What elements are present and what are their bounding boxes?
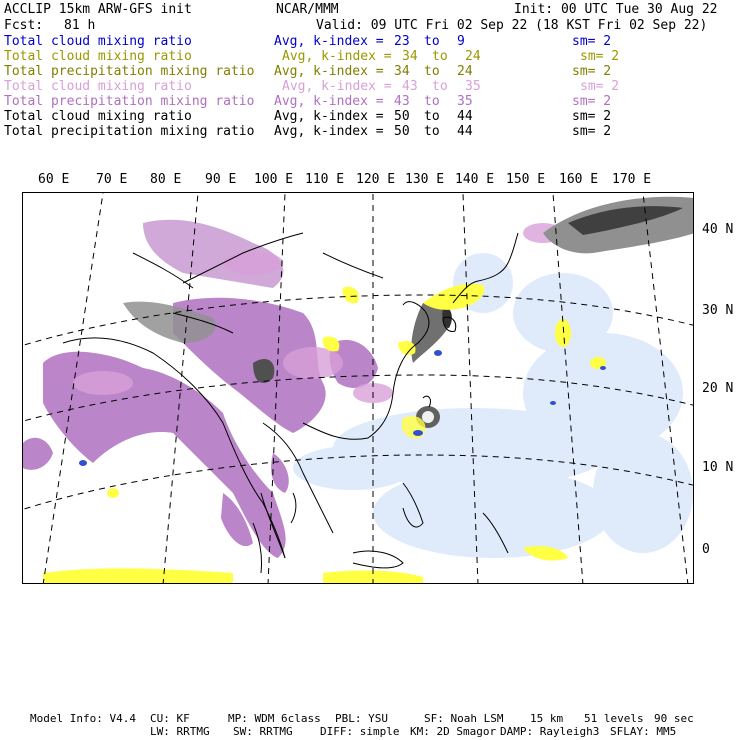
latitude-label: 30 N	[702, 303, 734, 318]
legend-field-name: Total precipitation mixing ratio	[4, 64, 255, 79]
latitude-label: 10 N	[702, 460, 734, 475]
legend-field-name: Total precipitation mixing ratio	[4, 94, 255, 109]
legend-smoothing: sm= 2	[580, 49, 620, 64]
legend-k-end: 44	[457, 109, 473, 124]
legend-avg-label: Avg, k-index =	[282, 79, 392, 94]
legend-k-start: 23	[394, 34, 410, 49]
model-title: ACCLIP 15km ARW-GFS init	[4, 2, 192, 17]
legend-avg-label: Avg, k-index =	[274, 109, 384, 124]
legend-k-start: 34	[402, 49, 418, 64]
map-canvas	[23, 193, 694, 584]
damp-scheme: DAMP: Rayleigh3	[500, 725, 600, 738]
legend-k-end: 35	[457, 94, 473, 109]
legend-to: to	[432, 49, 448, 64]
legend-k-start: 43	[402, 79, 418, 94]
legend-to: to	[424, 109, 440, 124]
legend-smoothing: sm= 2	[572, 34, 612, 49]
vertical-levels: 51 levels	[584, 712, 644, 725]
legend-to: to	[424, 34, 440, 49]
legend-k-end: 44	[457, 124, 473, 139]
legend-field-name: Total cloud mixing ratio	[4, 109, 192, 124]
model-info: Model Info: V4.4	[30, 712, 136, 725]
resolution: 15 km	[530, 712, 564, 725]
legend-field-name: Total cloud mixing ratio	[4, 34, 192, 49]
sflay-scheme: SFLAY: MM5	[610, 725, 677, 738]
mp-scheme: MP: WDM 6class	[228, 712, 321, 725]
legend-avg-label: Avg, k-index =	[274, 64, 384, 79]
latitude-label: 20 N	[702, 381, 734, 396]
forecast-label: Fcst:	[4, 18, 44, 33]
legend-k-start: 50	[394, 124, 410, 139]
longitude-label: 70 E	[96, 172, 128, 187]
longitude-label: 110 E	[305, 172, 345, 187]
legend-to: to	[424, 94, 440, 109]
legend-smoothing: sm= 2	[572, 94, 612, 109]
legend-k-start: 43	[394, 94, 410, 109]
lw-scheme: LW: RRTMG	[150, 725, 210, 738]
legend-avg-label: Avg, k-index =	[274, 124, 384, 139]
legend-to: to	[424, 124, 440, 139]
longitude-label: 160 E	[559, 172, 599, 187]
legend-k-end: 24	[465, 49, 481, 64]
precip-mixing-field	[23, 220, 378, 558]
forecast-hour: 81 h	[64, 18, 96, 33]
legend-to: to	[424, 64, 440, 79]
legend-k-end: 35	[465, 79, 481, 94]
latitude-label: 40 N	[702, 222, 734, 237]
longitude-label: 120 E	[356, 172, 396, 187]
legend-smoothing: sm= 2	[572, 124, 612, 139]
legend-k-start: 50	[394, 109, 410, 124]
longitude-label: 130 E	[405, 172, 445, 187]
organization-label: NCAR/MMM	[276, 2, 339, 17]
forecast-map	[22, 192, 694, 584]
longitude-label: 90 E	[205, 172, 237, 187]
legend-field-name: Total cloud mixing ratio	[4, 79, 192, 94]
legend-avg-label: Avg, k-index =	[282, 49, 392, 64]
longitude-label: 170 E	[612, 172, 652, 187]
sw-scheme: SW: RRTMG	[233, 725, 293, 738]
legend-k-end: 24	[457, 64, 473, 79]
longitude-label: 80 E	[150, 172, 182, 187]
timestep: 90 sec	[654, 712, 694, 725]
longitude-label: 60 E	[38, 172, 70, 187]
legend-k-end: 9	[457, 34, 465, 49]
legend-smoothing: sm= 2	[572, 64, 612, 79]
diff-scheme: DIFF: simple	[320, 725, 400, 738]
legend-avg-label: Avg, k-index =	[274, 34, 384, 49]
legend-avg-label: Avg, k-index =	[274, 94, 384, 109]
legend-field-name: Total cloud mixing ratio	[4, 49, 192, 64]
legend-field-name: Total precipitation mixing ratio	[4, 124, 255, 139]
cu-scheme: CU: KF	[150, 712, 190, 725]
valid-time: Valid: 09 UTC Fri 02 Sep 22 (18 KST Fri 02 Sep 22)	[316, 18, 708, 33]
legend-smoothing: sm= 2	[580, 79, 620, 94]
km-scheme: KM: 2D Smagor	[410, 725, 497, 738]
longitude-label: 100 E	[254, 172, 294, 187]
sf-scheme: SF: Noah LSM	[424, 712, 504, 725]
pbl-scheme: PBL: YSU	[335, 712, 388, 725]
longitude-label: 150 E	[506, 172, 546, 187]
legend-k-start: 34	[394, 64, 410, 79]
init-time: Init: 00 UTC Tue 30 Aug 22	[514, 2, 718, 17]
longitude-label: 140 E	[455, 172, 495, 187]
legend-to: to	[432, 79, 448, 94]
latitude-label: 0	[702, 542, 710, 557]
legend-smoothing: sm= 2	[572, 109, 612, 124]
